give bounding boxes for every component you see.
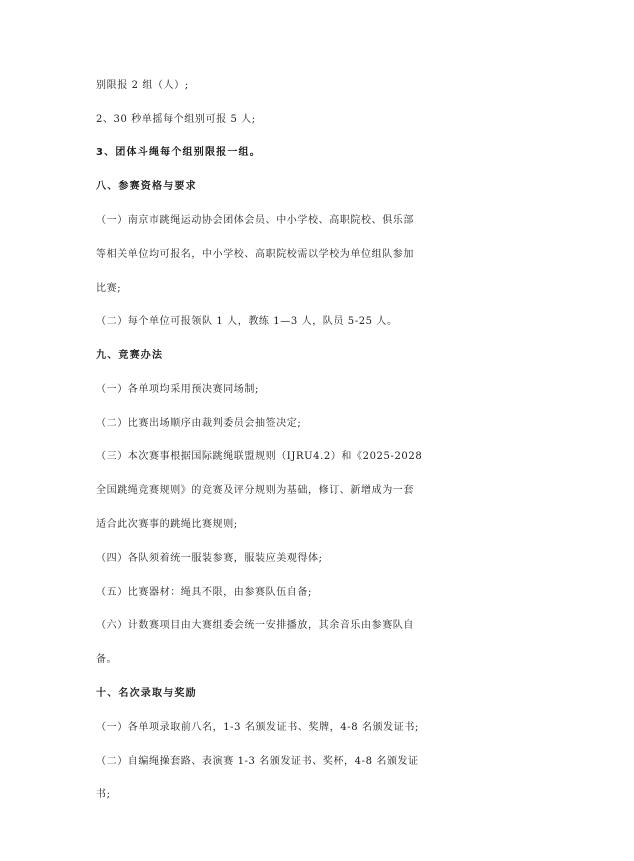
text-line: 别限报 2 组（人）; [96, 80, 189, 91]
text-line: 全国跳绳竞赛规则》的竞赛及评分规则为基础，修订、新增成为一套 [96, 485, 414, 496]
text-line: 适合此次赛事的跳绳比赛规则; [96, 519, 238, 530]
text-line: 书; [96, 789, 111, 800]
text-line: 比赛; [96, 283, 122, 294]
text-line: （六）计数赛项目由大赛组委会统一安排播放，其余音乐由参赛队自 [96, 620, 414, 631]
section-heading: 八、参赛资格与要求 [96, 181, 197, 192]
text-line: （五）比赛器材：绳具不限，由参赛队伍自备; [96, 587, 312, 598]
text-line: （一）南京市跳绳运动协会团体会员、中小学校、高职院校、俱乐部 [96, 215, 414, 226]
section-heading: 九、竞赛办法 [96, 350, 164, 361]
text-line: 3、团体斗绳每个组别限报一组。 [96, 147, 261, 158]
text-line: （一）各单项录取前八名，1-3 名颁发证书、奖牌，4-8 名颁发证书; [96, 722, 419, 733]
text-line: （二）比赛出场顺序由裁判委员会抽签决定; [96, 418, 302, 429]
section-heading: 十、名次录取与奖励 [96, 688, 197, 699]
text-line: （四）各队须着统一服装参赛，服装应美观得体; [96, 553, 323, 564]
text-line: 2、30 秒单摇每个组别可报 5 人; [96, 114, 256, 125]
text-line: （一）各单项均采用预决赛同场制; [96, 384, 259, 395]
text-line: 等相关单位均可报名，中小学校、高职院校需以学校为单位组队参加 [96, 249, 414, 260]
text-line: （三）本次赛事根据国际跳绳联盟规则（IJRU4.2）和《2025-2028 [96, 451, 423, 462]
text-line: 备。 [96, 654, 118, 665]
text-line: （二）每个单位可报领队 1 人，教练 1—3 人，队员 5-25 人。 [96, 316, 398, 327]
text-line: （二）自编绳操套路、表演赛 1-3 名颁发证书、奖杯，4-8 名颁发证 [96, 756, 419, 767]
